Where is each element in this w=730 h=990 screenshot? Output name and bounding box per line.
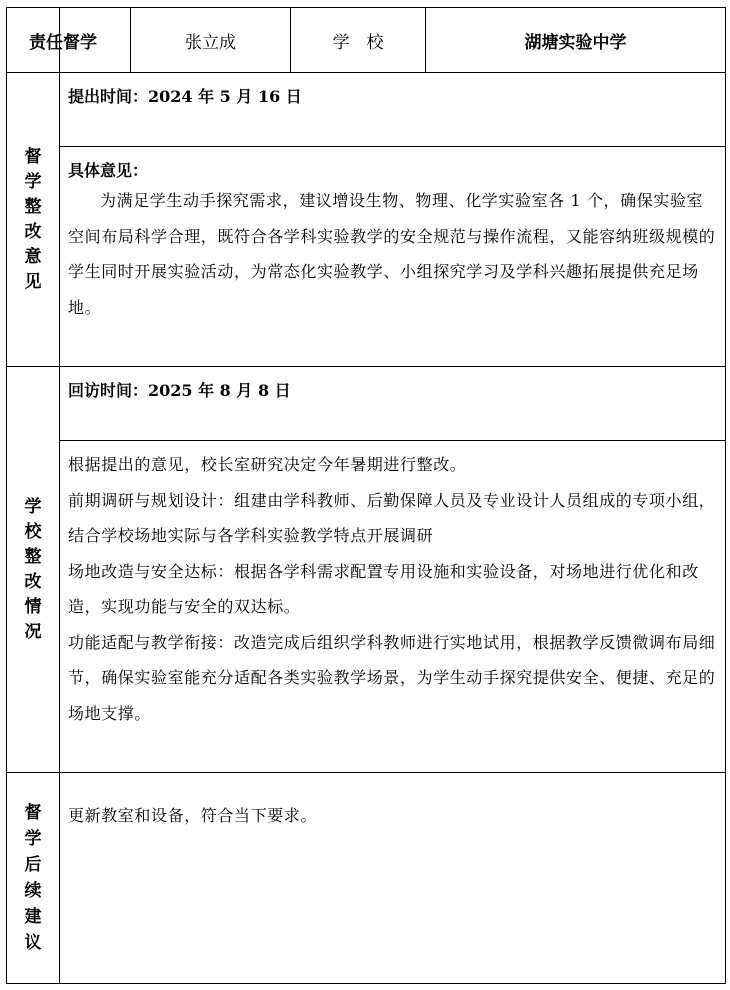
border-right xyxy=(725,7,726,984)
rectification-paragraph: 根据提出的意见，校长室研究决定今年暑期进行整改。 xyxy=(68,455,467,474)
border-header-bottom xyxy=(6,72,726,73)
revisit-date: 回访时间：2025 年 8 月 8 日 xyxy=(68,381,291,400)
border-date2-bottom xyxy=(59,440,726,441)
school-label: 学 校 xyxy=(332,32,384,53)
opinion-label: 具体意见： xyxy=(68,161,149,180)
section3-title-char: 督 xyxy=(24,803,42,823)
section2-title-char: 校 xyxy=(24,521,42,542)
supervisor-name: 张立成 xyxy=(185,32,236,53)
border-bottom xyxy=(6,983,726,984)
rectification-text xyxy=(68,447,718,731)
section3-title-char: 学 xyxy=(24,829,42,849)
section1-title-char: 督 xyxy=(24,146,42,167)
section1-title xyxy=(7,73,59,366)
opinion-text xyxy=(68,183,718,325)
section3-title-char: 续 xyxy=(24,881,42,901)
section3-title-char: 建 xyxy=(24,907,42,927)
section3-title-char: 议 xyxy=(24,933,42,953)
followup-text xyxy=(68,798,718,834)
section1-title-char: 意 xyxy=(24,246,42,267)
opinion-paragraph: 为满足学生动手探究需求，建议增设生物、物理、化学实验室各 1 个，确保实验室空间布局科学合理，既符合各学科实验教学的安全规范与操作流程，又能容纳班级规模的学生同时开展实验活动，为常态化实验教学、小组探究学习及学科兴趣拓展提供充足场地。 xyxy=(68,191,716,317)
section2-title-char: 情 xyxy=(24,596,42,617)
section2-title-char: 整 xyxy=(24,546,42,567)
rectification-paragraph: 功能适配与教学衔接：改造完成后组织学科教师进行实地试用，根据教学反馈微调布局细节，确保实验室能充分适配各类实验教学场景，为学生动手探究提供安全、便捷、充足的场地支撑。 xyxy=(68,632,716,723)
rectification-paragraph: 前期调研与规划设计：组建由学科教师、后勤保障人员及专业设计人员组成的专项小组，结合学校场地实际与各学科实验教学特点开展调研 xyxy=(68,490,716,545)
section1-title-char: 见 xyxy=(24,271,42,292)
supervisor-label: 责任督学 xyxy=(29,32,97,53)
section2-title xyxy=(7,367,59,772)
section2-title-char: 学 xyxy=(24,496,42,517)
school-name: 湖塘实验中学 xyxy=(524,32,627,53)
section3-title-char: 后 xyxy=(24,855,42,875)
border-title-column xyxy=(59,7,60,984)
section1-title-char: 改 xyxy=(24,221,42,242)
section3-title xyxy=(7,773,59,983)
followup-paragraph: 更新教室和设备，符合当下要求。 xyxy=(68,806,318,825)
border-date1-bottom xyxy=(59,146,726,147)
border-section2-bottom xyxy=(6,772,726,773)
border-section1-bottom xyxy=(6,366,726,367)
proposal-date: 提出时间：2024 年 5 月 16 日 xyxy=(68,87,302,106)
section1-title-char: 整 xyxy=(24,196,42,217)
rectification-paragraph: 场地改造与安全达标：根据各学科需求配置专用设施和实验设备，对场地进行优化和改造，实现功能与安全的双达标。 xyxy=(68,561,699,616)
section2-title-char: 况 xyxy=(24,621,42,642)
section1-title-char: 学 xyxy=(24,171,42,192)
section2-title-char: 改 xyxy=(24,571,42,592)
